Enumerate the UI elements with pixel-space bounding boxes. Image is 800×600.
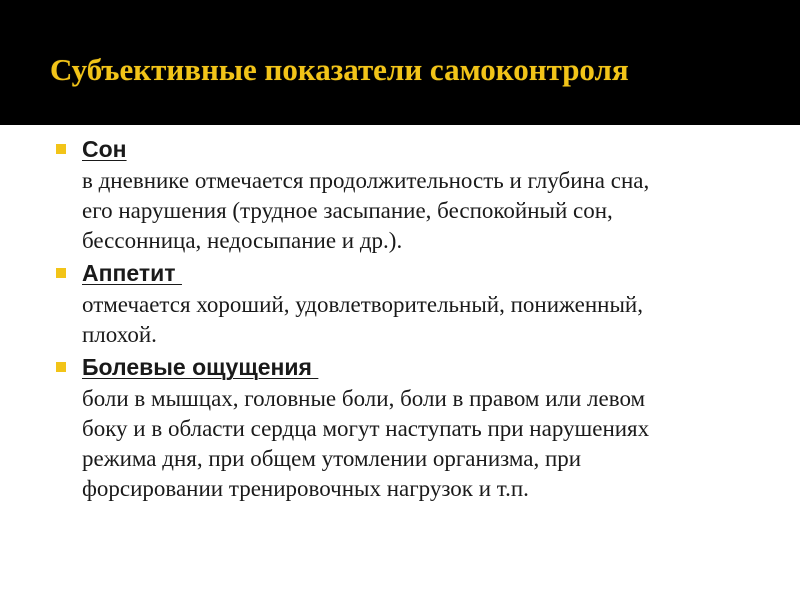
bullet-text-appetite: отмечается хороший, удовлетворительный, пониженный, плохой. [82, 292, 643, 347]
bullet-text-son: в дневнике отмечается продолжительность и глубина сна, его нарушения (трудное засыпание, беспокойный сон, бессонница, недосыпание и др.). [82, 168, 650, 253]
title-bar [0, 0, 800, 125]
square-bullet-icon [56, 144, 66, 154]
square-bullet-icon [56, 362, 66, 372]
square-bullet-icon [56, 268, 66, 278]
bullet-heading-son: Сон [82, 136, 127, 162]
bullet-item-pain [54, 350, 774, 504]
bullet-text-pain: боли в мышцах, головные боли, боли в правом или левом боку и в области сердца могут наступать при нарушениях режима дня, при общем утомлении организма, при форсировании тренировочных нагрузок и т.п. [82, 386, 650, 501]
bullet-item-appetite [54, 256, 774, 350]
bullet-list [54, 130, 774, 504]
bullet-heading-pain: Болевые ощущения [82, 354, 319, 380]
bullet-heading-appetite: Аппетит [82, 260, 182, 286]
slide-title: Субъективные показатели самоконтроля [50, 52, 629, 87]
bullet-item-son [54, 132, 774, 256]
